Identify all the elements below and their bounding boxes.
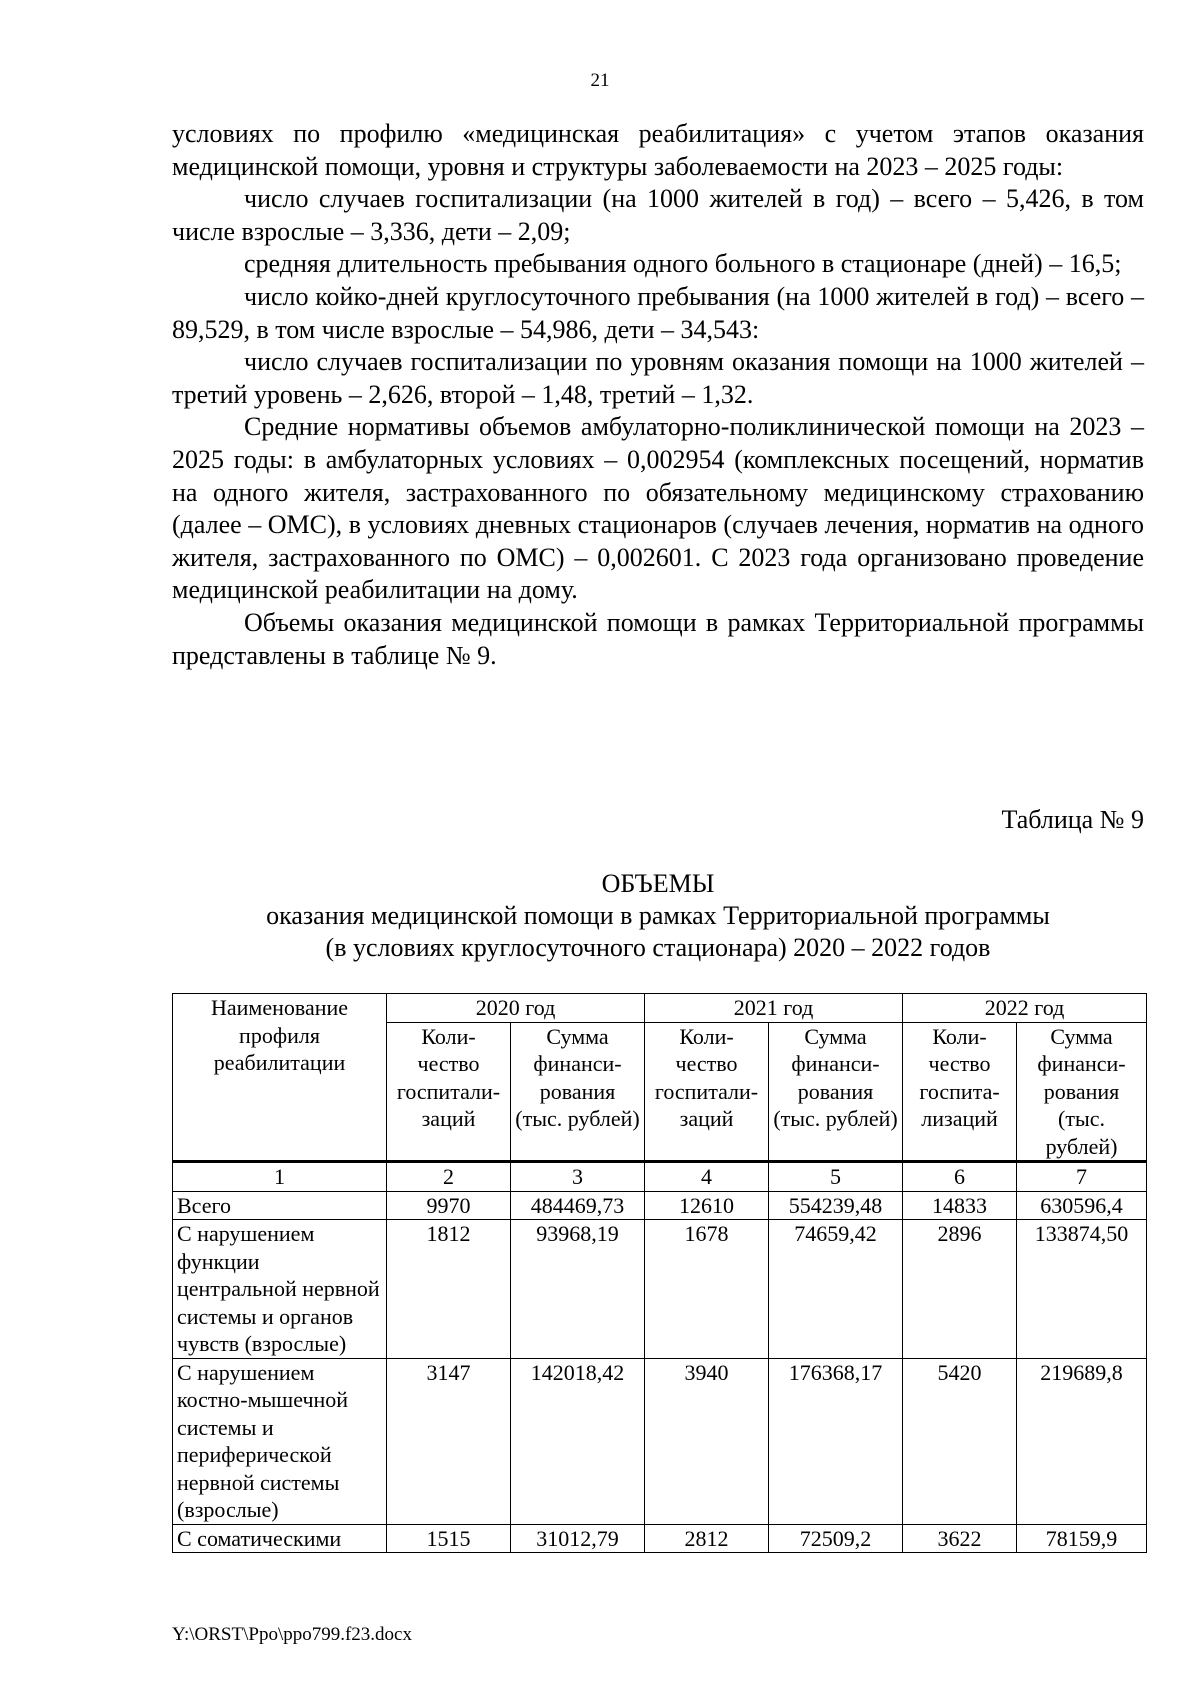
column-number: 6 <box>903 1162 1017 1192</box>
header-year-2021: 2021 год <box>645 994 903 1023</box>
table-cell: 12610 <box>645 1191 769 1220</box>
paragraph-5: число случаев госпитализации по уровням оказания помощи на 1000 жителей – третий уровень – 2,626, второй – 1,48, третий – 1,32. <box>172 347 1144 409</box>
file-path-footer: Y:\ORST\Ppo\ppo799.f23.docx <box>172 1624 412 1645</box>
column-number-row <box>173 1162 1147 1192</box>
paragraph-6: Средние нормативы объемов амбулаторно-поликлинической помощи на 2023 – 2025 годы: в амбулаторных условиях – 0,002954 (комплексных посещений, норматив на одного жителя, застрахованного по обязательному медицинскому страхованию (далее – ОМС), в условиях дневных стационаров (случаев лечения, норматив на одного жителя, застрахованного по ОМС) – 0,002601. С 2023 года организовано проведение медицинской реабилитации на дому. <box>172 412 1144 605</box>
body-text <box>172 118 1144 672</box>
table-cell: 554239,48 <box>769 1191 903 1220</box>
column-number: 7 <box>1017 1162 1147 1192</box>
table-header-row <box>173 994 1147 1023</box>
volumes-table <box>172 993 1147 1553</box>
table-heading <box>172 868 1144 964</box>
column-number: 4 <box>645 1162 769 1192</box>
paragraph-3: средняя длительность пребывания одного больного в стационаре (дней) – 16,5; <box>244 249 1122 279</box>
header-year-2022: 2022 год <box>903 994 1147 1023</box>
page-number: 21 <box>590 70 610 91</box>
table-cell: 31012,79 <box>511 1524 645 1553</box>
column-number: 3 <box>511 1162 645 1192</box>
table-subtitle-line-2: (в условиях круглосуточного стационара) 2020 – 2022 годов <box>325 933 991 962</box>
table-row <box>173 1191 1147 1220</box>
column-number: 1 <box>173 1162 387 1192</box>
row-name: С нарушением функции центральной нервной системы и органов чувств (взрослые) <box>173 1220 387 1359</box>
table-row <box>173 1220 1147 1359</box>
table-cell: 3622 <box>903 1524 1017 1553</box>
table-cell: 3147 <box>387 1358 511 1524</box>
table-title: ОБЪЕМЫ <box>601 869 715 898</box>
subheader-count-2021: Коли-чество госпитали-заций <box>645 1022 769 1162</box>
table-cell: 2896 <box>903 1220 1017 1359</box>
row-name: С нарушением костно-мышечной системы и периферической нервной системы (взрослые) <box>173 1358 387 1524</box>
row-name: Всего <box>173 1191 387 1220</box>
table-cell: 176368,17 <box>769 1358 903 1524</box>
column-number: 2 <box>387 1162 511 1192</box>
table-cell: 142018,42 <box>511 1358 645 1524</box>
subheader-sum-2022: Сумма финанси-рования (тыс. рублей) <box>1017 1022 1147 1162</box>
subheader-sum-2021: Сумма финанси-рования (тыс. рублей) <box>769 1022 903 1162</box>
table-cell: 1678 <box>645 1220 769 1359</box>
table-cell: 630596,4 <box>1017 1191 1147 1220</box>
table-cell: 14833 <box>903 1191 1017 1220</box>
paragraph-2: число случаев госпитализации (на 1000 жителей в год) – всего – 5,426, в том числе взрослые – 3,336, дети – 2,09; <box>172 184 1144 246</box>
table-cell: 9970 <box>387 1191 511 1220</box>
table-cell: 1812 <box>387 1220 511 1359</box>
subheader-count-2022: Коли-чество госпита-лизаций <box>903 1022 1017 1162</box>
table-cell: 484469,73 <box>511 1191 645 1220</box>
table-cell: 5420 <box>903 1358 1017 1524</box>
header-year-2020: 2020 год <box>387 994 645 1023</box>
table-cell: 1515 <box>387 1524 511 1553</box>
paragraph-4: число койко-дней круглосуточного пребывания (на 1000 жителей в год) – всего – 89,529, в том числе взрослые – 54,986, дети – 34,543: <box>172 281 1144 344</box>
subheader-count-2020: Коли-чество госпитали-заций <box>387 1022 511 1162</box>
row-name: С соматическими <box>173 1524 387 1553</box>
table-cell: 72509,2 <box>769 1524 903 1553</box>
table-cell: 74659,42 <box>769 1220 903 1359</box>
table-cell: 219689,8 <box>1017 1358 1147 1524</box>
table-cell: 133874,50 <box>1017 1220 1147 1359</box>
table-row <box>173 1358 1147 1524</box>
table-subtitle-line-1: оказания медицинской помощи в рамках Территориальной программы <box>266 901 1050 930</box>
column-number: 5 <box>769 1162 903 1192</box>
paragraph-1: условиях по профилю «медицинская реабилитация» с учетом этапов оказания медицинской помощи, уровня и структуры заболеваемости на 2023 – 2025 годы: <box>172 119 1144 181</box>
table-cell: 78159,9 <box>1017 1524 1147 1553</box>
table-row <box>173 1524 1147 1553</box>
subheader-sum-2020: Сумма финанси-рования (тыс. рублей) <box>511 1022 645 1162</box>
table-cell: 3940 <box>645 1358 769 1524</box>
table-cell: 93968,19 <box>511 1220 645 1359</box>
table-cell: 2812 <box>645 1524 769 1553</box>
header-profile-name: Наименование профиля реабилитации <box>173 994 387 1162</box>
table-label: Таблица № 9 <box>1001 805 1144 834</box>
paragraph-7: Объемы оказания медицинской помощи в рамках Территориальной программы представлены в таблице № 9. <box>172 607 1144 670</box>
